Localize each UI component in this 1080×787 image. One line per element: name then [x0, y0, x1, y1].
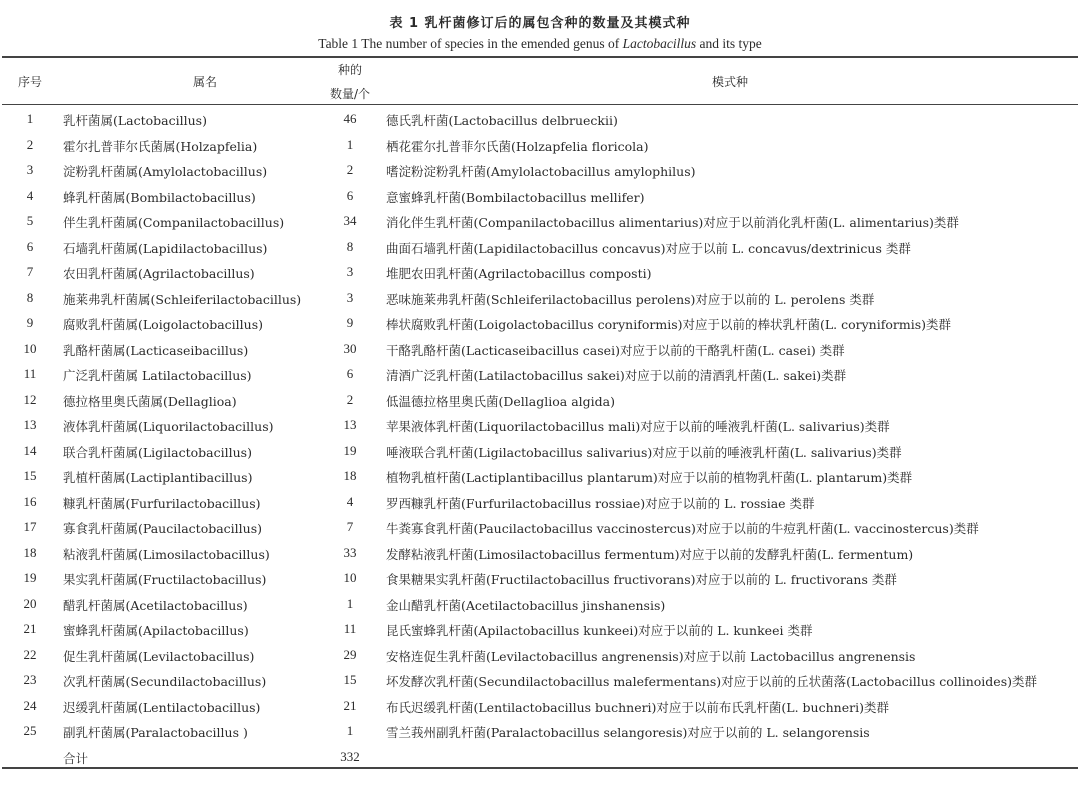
row-genus: 联合乳杆菌属(Ligilactobacillus) — [63, 444, 252, 460]
table-row — [0, 389, 1080, 415]
row-index: 5 — [26, 213, 34, 228]
row-index: 8 — [26, 289, 34, 305]
row-count: 332 — [340, 748, 360, 764]
row-type-species: 嗜淀粉淀粉乳杆菌(Amylolactobacillus amylophilus) — [386, 164, 696, 179]
row-type-species: 低温德拉格里奥氏菌(Dellaglioa algida) — [386, 393, 615, 409]
row-count: 4 — [346, 493, 354, 509]
row-type-species: 植物乳植杆菌(Lactiplantibacillus plantarum)对应于以前的植物乳杆菌(L. plantarum)类群 — [386, 470, 913, 485]
row-count: 2 — [346, 162, 354, 177]
table-row — [0, 720, 1080, 746]
row-genus: 德拉格里奥氏菌属(Dellaglioa) — [63, 393, 237, 409]
header-type-species: 模式种 — [711, 75, 748, 89]
row-count: 18 — [343, 468, 357, 483]
row-count: 13 — [343, 417, 357, 432]
table-row — [0, 108, 1080, 134]
table-row — [0, 618, 1080, 644]
row-count: 2 — [346, 391, 354, 407]
row-index: 15 — [23, 468, 37, 483]
row-count: 6 — [346, 187, 354, 203]
row-index: 24 — [23, 697, 37, 713]
row-genus: 迟缓乳杆菌属(Lentilactobacillus) — [63, 699, 261, 715]
row-genus: 促生乳杆菌属(Levilactobacillus) — [63, 648, 255, 664]
table-row — [0, 644, 1080, 670]
row-genus: 糠乳杆菌属(Furfurilactobacillus) — [63, 495, 261, 511]
row-genus: 霍尔扎普菲尔氏菌属(Holzapfelia) — [63, 138, 258, 154]
row-count: 30 — [343, 340, 357, 356]
caption-en — [0, 36, 1080, 52]
table-row — [0, 593, 1080, 619]
table-row — [0, 363, 1080, 389]
row-index: 16 — [23, 493, 37, 509]
row-type-species: 清酒广泛乳杆菌(Latilactobacillus sakei)对应于以前的清酒乳杆菌(L. sakei)类群 — [386, 368, 847, 383]
table-row — [0, 159, 1080, 185]
row-index: 23 — [23, 672, 37, 687]
row-count: 9 — [346, 315, 354, 330]
row-index: 20 — [23, 595, 37, 611]
table-row — [0, 440, 1080, 466]
row-count: 6 — [346, 366, 354, 381]
row-genus: 寡食乳杆菌属(Paucilactobacillus) — [63, 521, 263, 536]
table-row — [0, 516, 1080, 542]
row-count: 8 — [346, 238, 354, 254]
row-type-species: 坏发酵次乳杆菌(Secundilactobacillus malefermentans)对应于以前的丘状菌落(Lactobacillus collinoides)类群 — [386, 674, 1037, 689]
row-genus: 蜂乳杆菌属(Bombilactobacillus) — [63, 189, 256, 205]
row-count: 19 — [343, 442, 357, 458]
row-count: 3 — [346, 264, 354, 279]
row-genus: 蜜蜂乳杆菌属(Apilactobacillus) — [63, 623, 249, 638]
row-index: 9 — [26, 315, 34, 330]
row-type-species: 栖花霍尔扎普菲尔氏菌(Holzapfelia floricola) — [386, 138, 649, 154]
header-genus: 属名 — [192, 75, 217, 89]
row-type-species: 恶味施莱弗乳杆菌(Schleiferilactobacillus perolens)对应于以前的 L. perolens 类群 — [386, 291, 875, 307]
table-row — [0, 669, 1080, 695]
table-row — [0, 491, 1080, 517]
row-type-species: 意蜜蜂乳杆菌(Bombilactobacillus mellifer) — [386, 189, 645, 205]
row-index: 25 — [23, 723, 37, 738]
table-row — [0, 134, 1080, 160]
table-row — [0, 312, 1080, 338]
row-count: 7 — [346, 519, 354, 534]
row-genus: 腐败乳杆菌属(Loigolactobacillus) — [63, 317, 264, 332]
table-row — [0, 338, 1080, 364]
row-count: 29 — [343, 646, 357, 662]
row-index: 7 — [26, 264, 34, 279]
row-count: 1 — [346, 136, 354, 152]
row-index: 6 — [26, 238, 34, 254]
row-index: 14 — [23, 442, 37, 458]
table-body — [0, 108, 1080, 771]
row-count: 10 — [343, 570, 357, 585]
row-genus: 广泛乳杆菌属 Latilactobacillus) — [63, 368, 252, 383]
row-index: 12 — [23, 391, 37, 407]
row-genus: 次乳杆菌属(Secundilactobacillus) — [63, 674, 267, 689]
row-index: 2 — [26, 136, 34, 152]
header-index: 序号 — [17, 75, 42, 89]
row-type-species: 牛粪寡食乳杆菌(Paucilactobacillus vaccinostercus)对应于以前的牛痘乳杆菌(L. vaccinostercus)类群 — [386, 521, 979, 536]
row-count: 3 — [346, 289, 354, 305]
row-type-species: 棒状腐败乳杆菌(Loigolactobacillus coryniformis)对应于以前的棒状乳杆菌(L. coryniformis)类群 — [386, 317, 952, 332]
table-row — [0, 567, 1080, 593]
row-index: 17 — [23, 519, 37, 534]
table-row — [0, 185, 1080, 211]
table-row — [0, 287, 1080, 313]
row-type-species: 唾液联合乳杆菌(Ligilactobacillus salivarius)对应于以前的唾液乳杆菌(L. salivarius)类群 — [386, 444, 902, 460]
row-genus: 石墙乳杆菌属(Lapidilactobacillus) — [63, 240, 268, 256]
row-index: 4 — [26, 187, 34, 203]
row-count: 11 — [343, 621, 357, 636]
row-type-species: 曲面石墙乳杆菌(Lapidilactobacillus concavus)对应于以前 L. concavus/dextrinicus 类群 — [386, 240, 911, 256]
row-type-species: 德氏乳杆菌(Lactobacillus delbrueckii) — [386, 113, 618, 128]
row-index: 19 — [23, 570, 37, 585]
row-type-species: 布氏迟缓乳杆菌(Lentilactobacillus buchneri)对应于以前布氏乳杆菌(L. buchneri)类群 — [386, 699, 889, 715]
table-top-rule — [2, 56, 1078, 58]
row-genus: 醋乳杆菌属(Acetilactobacillus) — [63, 597, 248, 613]
row-type-species: 发酵粘液乳杆菌(Limosilactobacillus fermentum)对应于以前的发酵乳杆菌(L. fermentum) — [386, 546, 914, 562]
row-count: 1 — [346, 723, 354, 738]
row-genus: 淀粉乳杆菌属(Amylolactobacillus) — [63, 164, 268, 179]
row-index: 13 — [23, 417, 37, 432]
row-type-species: 安格连促生乳杆菌(Levilactobacillus angrenensis)对应于以前 Lactobacillus angrenensis — [386, 648, 916, 664]
row-index: 11 — [23, 366, 37, 381]
row-genus: 果实乳杆菌属(Fructilactobacillus) — [63, 572, 267, 587]
row-index: 21 — [23, 621, 37, 636]
row-genus: 副乳杆菌属(Paralactobacillus ) — [63, 725, 248, 740]
row-type-species: 昆氏蜜蜂乳杆菌(Apilactobacillus kunkeei)对应于以前的 L. kunkeei 类群 — [386, 623, 813, 638]
row-count: 34 — [343, 213, 357, 228]
row-index: 22 — [23, 646, 37, 662]
row-index: 18 — [23, 544, 37, 560]
row-genus: 施莱弗乳杆菌属(Schleiferilactobacillus) — [63, 291, 302, 307]
caption-en-genus: Lactobacillus — [622, 36, 697, 51]
row-type-species: 罗西糠乳杆菌(Furfurilactobacillus rossiae)对应于以前的 L. rossiae 类群 — [386, 495, 815, 511]
row-count: 21 — [343, 697, 357, 713]
table-row — [0, 542, 1080, 568]
row-index: 3 — [26, 162, 34, 177]
header-count-line1: 种的 — [337, 63, 362, 77]
table-bottom-rule — [2, 767, 1078, 769]
table-row — [0, 414, 1080, 440]
row-genus: 乳植杆菌属(Lactiplantibacillus) — [63, 470, 253, 485]
row-type-species: 苹果液体乳杆菌(Liquorilactobacillus mali)对应于以前的唾液乳杆菌(L. salivarius)类群 — [386, 419, 890, 434]
row-genus: 液体乳杆菌属(Liquorilactobacillus) — [63, 419, 274, 434]
row-type-species: 食果糖果实乳杆菌(Fructilactobacillus fructivorans)对应于以前的 L. fructivorans 类群 — [386, 572, 897, 587]
row-genus: 粘液乳杆菌属(Limosilactobacillus) — [63, 546, 270, 562]
row-genus: 合计 — [63, 750, 89, 766]
row-count: 46 — [343, 111, 357, 126]
row-index: 10 — [23, 340, 37, 356]
table-header-rule — [2, 104, 1078, 105]
table-row — [0, 210, 1080, 236]
row-genus: 伴生乳杆菌属(Companilactobacillus) — [63, 215, 285, 230]
header-count-line2: 数量/个 — [329, 87, 371, 101]
caption-en-suffix: and its type — [696, 36, 762, 51]
row-type-species: 金山醋乳杆菌(Acetilactobacillus jinshanensis) — [386, 597, 666, 613]
row-genus: 乳杆菌属(Lactobacillus) — [63, 113, 207, 128]
row-count: 1 — [346, 595, 354, 611]
row-genus: 农田乳杆菌属(Agrilactobacillus) — [63, 266, 255, 281]
row-type-species: 堆肥农田乳杆菌(Agrilactobacillus composti) — [386, 266, 652, 281]
table-row — [0, 261, 1080, 287]
row-type-species: 干酪乳酪杆菌(Lacticaseibacillus casei)对应于以前的干酪乳杆菌(L. casei) 类群 — [386, 342, 845, 358]
row-count: 15 — [343, 672, 357, 687]
caption-en-prefix: Table 1 The number of species in the emended genus of — [318, 36, 623, 51]
row-type-species: 消化伴生乳杆菌(Companilactobacillus alimentarius)对应于以前消化乳杆菌(L. alimentarius)类群 — [386, 215, 959, 230]
table-row — [0, 465, 1080, 491]
row-count: 33 — [343, 544, 357, 560]
caption-cn: 表 1 乳杆菌修订后的属包含种的数量及其模式种 — [389, 16, 691, 31]
row-type-species: 雪兰莪州副乳杆菌(Paralactobacillus selangoresis)对应于以前的 L. selangorensis — [386, 725, 870, 740]
table-row — [0, 236, 1080, 262]
row-index: 1 — [26, 111, 34, 126]
table-row — [0, 695, 1080, 721]
row-genus: 乳酪杆菌属(Lacticaseibacillus) — [63, 342, 249, 358]
